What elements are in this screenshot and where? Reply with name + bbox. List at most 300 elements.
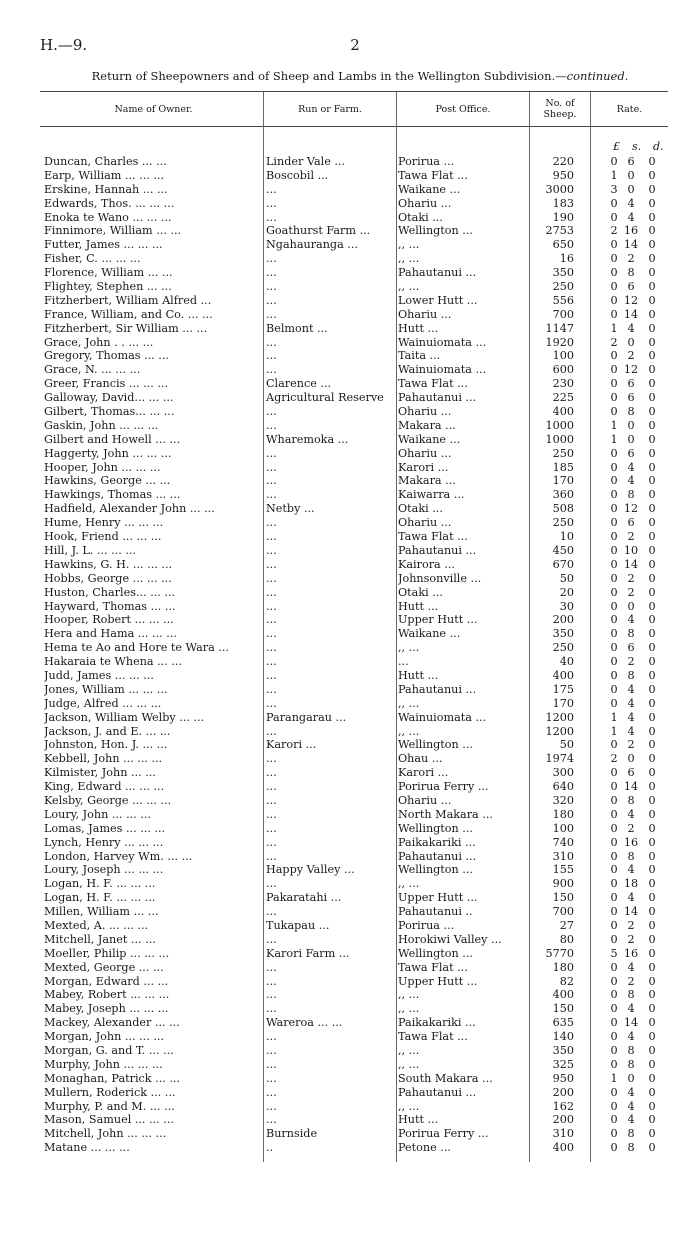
owner-name: King, Edward ... ... ... — [44, 780, 165, 794]
rate-pence: 0 — [648, 210, 656, 224]
rate-pence: 0 — [648, 224, 656, 238]
rate-shillings: 6 — [627, 641, 635, 655]
owner-name: Grace, N. ... ... ... — [44, 363, 141, 377]
post-office: Ohariu ... — [398, 516, 452, 530]
table-row — [0, 655, 700, 669]
post-office: Wainuiomata ... — [398, 710, 487, 724]
run-or-farm: ... — [266, 349, 277, 363]
rate-shillings: 2 — [627, 738, 635, 752]
rate-pounds: 0 — [610, 988, 618, 1002]
sheep-count: 27 — [559, 918, 574, 932]
owner-name: Gregory, Thomas ... ... — [44, 349, 169, 363]
post-office: Horokiwi Valley ... — [398, 932, 502, 946]
pence-unit: d. — [653, 140, 664, 153]
run-or-farm: ... — [266, 363, 277, 377]
owner-name: Futter, James ... ... ... — [44, 238, 163, 252]
sheep-count: 1200 — [545, 724, 574, 738]
owner-name: Enoka te Wano ... ... ... — [44, 210, 172, 224]
rate-pounds: 0 — [610, 307, 618, 321]
rate-shillings: 2 — [627, 530, 635, 544]
sheep-count: 400 — [552, 668, 574, 682]
post-office: Wellington ... — [398, 946, 473, 960]
rate-pounds: 0 — [610, 585, 618, 599]
run-or-farm: ... — [266, 682, 277, 696]
sheep-count: 640 — [552, 780, 574, 794]
run-or-farm: Wharemoka ... — [266, 432, 349, 446]
rate-pence: 0 — [648, 891, 656, 905]
post-office: Wellington ... — [398, 863, 473, 877]
sheep-count: 1147 — [545, 321, 574, 335]
post-office: Hutt ... — [398, 1113, 439, 1127]
run-or-farm: ... — [266, 516, 277, 530]
rate-shillings: 4 — [627, 724, 635, 738]
rate-pence: 0 — [648, 807, 656, 821]
post-office: Ohau ... — [398, 752, 443, 766]
rate-shillings: 4 — [627, 613, 635, 627]
rate-pence: 0 — [648, 641, 656, 655]
rate-pence: 0 — [648, 682, 656, 696]
post-office: Hutt ... — [398, 321, 439, 335]
rate-pence: 0 — [648, 877, 656, 891]
rate-pounds: 0 — [610, 1057, 618, 1071]
sheep-count: 80 — [559, 932, 574, 946]
owner-name: Judge, Alfred ... ... ... — [44, 696, 162, 710]
rate-pence: 0 — [648, 863, 656, 877]
post-office: Tawa Flat ... — [398, 377, 468, 391]
rate-shillings: 14 — [623, 905, 639, 919]
post-office: Upper Hutt ... — [398, 613, 478, 627]
rate-pounds: 0 — [610, 391, 618, 405]
rate-shillings: 12 — [623, 363, 639, 377]
sheep-count: 50 — [559, 738, 574, 752]
run-or-farm: ... — [266, 780, 277, 794]
rate-pence: 0 — [648, 543, 656, 557]
table-top-rule — [40, 91, 668, 92]
run-or-farm: ... — [266, 266, 277, 280]
rate-pence: 0 — [648, 266, 656, 280]
post-office: Ohariu ... — [398, 793, 452, 807]
sheep-count: 50 — [559, 571, 574, 585]
run-or-farm: ... — [266, 655, 277, 669]
rate-shillings: 2 — [627, 932, 635, 946]
rate-pence: 0 — [648, 1030, 656, 1044]
sheep-count: 670 — [552, 557, 574, 571]
rate-shillings: 4 — [627, 891, 635, 905]
sheep-count: 175 — [552, 682, 574, 696]
rate-pounds: 0 — [610, 238, 618, 252]
table-row — [0, 933, 700, 947]
owner-name: Matane ... ... ... — [44, 1141, 130, 1155]
rate-shillings: 18 — [623, 877, 639, 891]
rate-pounds: 0 — [610, 571, 618, 585]
table-row — [0, 919, 700, 933]
sheep-count: 170 — [552, 474, 574, 488]
rate-shillings: 4 — [627, 321, 635, 335]
caption-continued: continued. — [566, 69, 629, 83]
table-row — [0, 544, 700, 558]
post-office: ,, ... — [398, 641, 420, 655]
table-row — [0, 711, 700, 725]
rate-pence: 0 — [648, 1113, 656, 1127]
owner-name: Morgan, G. and T. ... ... — [44, 1044, 174, 1057]
sheep-count: 360 — [552, 488, 574, 502]
rate-shillings: 8 — [627, 988, 635, 1002]
rate-pence: 0 — [648, 738, 656, 752]
run-or-farm: ... — [266, 766, 277, 780]
rate-shillings: 12 — [623, 502, 639, 516]
table-row — [0, 224, 700, 238]
run-or-farm: ... — [266, 835, 277, 849]
rate-shillings: 6 — [627, 766, 635, 780]
rate-shillings: 0 — [627, 1071, 635, 1085]
run-or-farm: ... — [266, 585, 277, 599]
rate-shillings: 4 — [627, 960, 635, 974]
rate-pounds: 0 — [610, 655, 618, 669]
rate-shillings: 4 — [627, 1002, 635, 1016]
rate-pounds: 0 — [610, 1113, 618, 1127]
post-office: Tawa Flat ... — [398, 168, 468, 182]
rate-shillings: 0 — [627, 432, 635, 446]
sheep-count: 310 — [552, 1127, 574, 1141]
rate-pounds: 0 — [610, 1002, 618, 1016]
rate-pence: 0 — [648, 905, 656, 919]
run-or-farm: ... — [266, 696, 277, 710]
post-office: Taita ... — [398, 349, 441, 363]
rate-pounds: 0 — [610, 502, 618, 516]
post-office: Johnsonville ... — [398, 571, 482, 585]
owner-name: Mexted, A. ... ... ... — [44, 918, 149, 932]
rate-shillings: 2 — [627, 821, 635, 835]
sheep-count: 16 — [559, 252, 574, 266]
table-row — [0, 641, 700, 655]
run-or-farm: ... — [266, 335, 277, 349]
run-or-farm: ... — [266, 557, 277, 571]
run-or-farm: ... — [266, 988, 277, 1002]
rate-pounds: 0 — [610, 835, 618, 849]
rate-pence: 0 — [648, 585, 656, 599]
rate-pence: 0 — [648, 710, 656, 724]
table-row — [0, 947, 700, 961]
sheep-count: 2753 — [545, 224, 574, 238]
rate-pence: 0 — [648, 418, 656, 432]
table-row — [0, 322, 700, 336]
owner-name: Mexted, George ... ... — [44, 960, 164, 974]
sheep-count: 250 — [552, 446, 574, 460]
post-office: Karori ... — [398, 766, 449, 780]
rate-pence: 0 — [648, 1057, 656, 1071]
owner-name: Gaskin, John ... ... ... — [44, 418, 159, 432]
owner-name: Mabey, Joseph ... ... ... — [44, 1002, 169, 1016]
run-or-farm: Wareroa ... ... — [266, 1016, 343, 1030]
rate-shillings: 4 — [627, 696, 635, 710]
post-office: Upper Hutt ... — [398, 891, 478, 905]
rate-pence: 0 — [648, 613, 656, 627]
owner-name: Logan, H. F. ... ... ... — [44, 877, 156, 891]
rate-pounds: 1 — [610, 710, 618, 724]
table-row — [0, 211, 700, 225]
rate-pence: 0 — [648, 155, 656, 168]
rate-pence: 0 — [648, 780, 656, 794]
rate-pounds: 0 — [610, 155, 618, 168]
sheep-count: 1000 — [545, 418, 574, 432]
post-office: Waikane ... — [398, 627, 461, 641]
owner-name: Hill, J. L. ... ... ... — [44, 543, 136, 557]
run-or-farm: ... — [266, 932, 277, 946]
run-or-farm: ... — [266, 807, 277, 821]
sheep-count: 10 — [559, 530, 574, 544]
rate-shillings: 4 — [627, 710, 635, 724]
sheep-count: 200 — [552, 1085, 574, 1099]
sheep-count: 400 — [552, 405, 574, 419]
post-office: Otaki ... — [398, 585, 443, 599]
rate-pounds: 0 — [610, 488, 618, 502]
run-or-farm: Agricultural Reserve — [266, 391, 384, 405]
sheep-count: 300 — [552, 766, 574, 780]
run-or-farm: ... — [266, 280, 277, 294]
post-office: Waikane ... — [398, 182, 461, 196]
table-row — [0, 391, 700, 405]
rate-pence: 0 — [648, 377, 656, 391]
run-or-farm: ... — [266, 571, 277, 585]
rate-pounds: 2 — [610, 224, 618, 238]
post-office: Ohariu ... — [398, 307, 452, 321]
post-office: Pahautanui ... — [398, 682, 477, 696]
table-row — [0, 683, 700, 697]
post-office: Wellington ... — [398, 224, 473, 238]
rate-shillings: 4 — [627, 1113, 635, 1127]
run-or-farm: ... — [266, 418, 277, 432]
run-or-farm: ... — [266, 530, 277, 544]
rate-shillings: 6 — [627, 155, 635, 168]
rate-shillings: 4 — [627, 474, 635, 488]
rate-shillings: 8 — [627, 1127, 635, 1141]
owner-name: Jackson, J. and E. ... ... — [44, 724, 171, 738]
run-or-farm: Tukapau ... — [266, 918, 330, 932]
sheep-count: 220 — [552, 155, 574, 168]
rate-pence: 0 — [648, 932, 656, 946]
rate-shillings: 0 — [627, 335, 635, 349]
post-office: ... — [398, 655, 409, 669]
owner-name: Hume, Henry ... ... ... — [44, 516, 164, 530]
rate-pence: 0 — [648, 835, 656, 849]
sheep-count: 230 — [552, 377, 574, 391]
table-row — [0, 1072, 700, 1086]
rate-shillings: 8 — [627, 1141, 635, 1155]
owner-name: Moeller, Philip ... ... ... — [44, 946, 170, 960]
run-or-farm: Burnside — [266, 1127, 318, 1141]
rate-pounds: 0 — [610, 863, 618, 877]
rate-pence: 0 — [648, 724, 656, 738]
rate-shillings: 14 — [623, 1016, 639, 1030]
run-or-farm: Karori ... — [266, 738, 317, 752]
sheep-count: 600 — [552, 363, 574, 377]
sheep-count: 190 — [552, 210, 574, 224]
owner-name: Mullern, Roderick ... ... — [44, 1085, 176, 1099]
rate-shillings: 4 — [627, 863, 635, 877]
rate-pounds: 0 — [610, 196, 618, 210]
run-or-farm: ... — [266, 793, 277, 807]
table-caption — [20, 69, 700, 83]
post-office: Paikakariki ... — [398, 1016, 476, 1030]
post-office: Pahautanui ... — [398, 849, 477, 863]
rate-shillings: 0 — [627, 168, 635, 182]
rate-pence: 0 — [648, 307, 656, 321]
table-row — [0, 349, 700, 363]
rate-shillings: 16 — [623, 224, 639, 238]
owner-name: Flightey, Stephen ... ... — [44, 280, 172, 294]
rate-shillings: 0 — [627, 752, 635, 766]
rate-pounds: 0 — [610, 932, 618, 946]
rate-pence: 0 — [648, 1044, 656, 1057]
rate-shillings: 4 — [627, 460, 635, 474]
rate-shillings: 8 — [627, 627, 635, 641]
sheep-count: 250 — [552, 280, 574, 294]
rate-shillings: 14 — [623, 780, 639, 794]
rate-shillings: 0 — [627, 182, 635, 196]
rate-pounds: 0 — [610, 627, 618, 641]
owner-name: Hera and Hama ... ... ... — [44, 627, 177, 641]
sheep-count: 183 — [552, 196, 574, 210]
run-or-farm: ... — [266, 752, 277, 766]
post-office: Hutt ... — [398, 599, 439, 613]
rate-pence: 0 — [648, 766, 656, 780]
table-row — [0, 155, 700, 169]
post-office: Otaki ... — [398, 502, 443, 516]
rate-shillings: 2 — [627, 571, 635, 585]
rate-pounds: 0 — [610, 293, 618, 307]
rate-pence: 0 — [648, 405, 656, 419]
table-row — [0, 697, 700, 711]
run-or-farm: ... — [266, 1002, 277, 1016]
owner-name: Grace, John . . ... ... — [44, 335, 154, 349]
rate-shillings: 8 — [627, 1044, 635, 1057]
rate-pence: 0 — [648, 321, 656, 335]
rate-pounds: 0 — [610, 1085, 618, 1099]
rate-shillings: 14 — [623, 307, 639, 321]
table-row — [0, 169, 700, 183]
page-number: 2 — [350, 36, 360, 54]
sheep-count: 140 — [552, 1030, 574, 1044]
run-or-farm: Ngahauranga ... — [266, 238, 358, 252]
owner-name: Hawkins, G. H. ... ... ... — [44, 557, 173, 571]
post-office: Wellington ... — [398, 821, 473, 835]
rate-pounds: 1 — [610, 724, 618, 738]
owner-name: Earp, William ... ... ... — [44, 168, 165, 182]
owner-name: Greer, Francis ... ... ... — [44, 377, 169, 391]
owner-name: Edwards, Thos. ... ... ... — [44, 196, 175, 210]
run-or-farm: Karori Farm ... — [266, 946, 350, 960]
post-office: Ohariu ... — [398, 405, 452, 419]
rate-pounds: 1 — [610, 321, 618, 335]
rate-pence: 0 — [648, 821, 656, 835]
table-row — [0, 738, 700, 752]
run-or-farm: ... — [266, 446, 277, 460]
rate-pounds: 0 — [610, 766, 618, 780]
owner-name: Galloway, David... ... ... — [44, 391, 174, 405]
rate-pounds: 0 — [610, 557, 618, 571]
sheep-count: 180 — [552, 960, 574, 974]
rate-pence: 0 — [648, 571, 656, 585]
rate-pounds: 0 — [610, 974, 618, 988]
rate-pounds: 1 — [610, 432, 618, 446]
owner-name: Gilbert and Howell ... ... — [44, 432, 181, 446]
rate-pounds: 2 — [610, 335, 618, 349]
table-row — [0, 905, 700, 919]
owner-name: Loury, Joseph ... ... ... — [44, 863, 164, 877]
rate-shillings: 8 — [627, 1057, 635, 1071]
table-row — [0, 627, 700, 641]
rate-pounds: 0 — [610, 738, 618, 752]
run-or-farm: Clarence ... — [266, 377, 332, 391]
owner-name: Millen, William ... ... — [44, 905, 159, 919]
post-office: South Makara ... — [398, 1071, 493, 1085]
rate-pence: 0 — [648, 668, 656, 682]
owner-name: Johnston, Hon. J. ... ... — [44, 738, 168, 752]
table-row — [0, 252, 700, 266]
run-or-farm: ... — [266, 1071, 277, 1085]
column-header-name: Name of Owner. — [114, 103, 193, 115]
post-office: Tawa Flat ... — [398, 960, 468, 974]
post-office: Pahautanui .. — [398, 905, 473, 919]
sheep-count: 400 — [552, 1141, 574, 1155]
rate-pounds: 1 — [610, 1071, 618, 1085]
owner-name: Haggerty, John ... ... ... — [44, 446, 172, 460]
rate-shillings: 16 — [623, 835, 639, 849]
table-row — [0, 474, 700, 488]
table-row — [0, 572, 700, 586]
rate-pence: 0 — [648, 293, 656, 307]
owner-name: Huston, Charles... ... ... — [44, 585, 176, 599]
run-or-farm: ... — [266, 877, 277, 891]
sheep-count: 1000 — [545, 432, 574, 446]
owner-name: Lynch, Henry ... ... ... — [44, 835, 164, 849]
run-or-farm: ... — [266, 293, 277, 307]
table-row — [0, 280, 700, 294]
owner-name: Kebbell, John ... ... ... — [44, 752, 163, 766]
rate-pounds: 2 — [610, 752, 618, 766]
table-row — [0, 808, 700, 822]
owner-name: Morgan, Edward ... ... — [44, 974, 169, 988]
owner-name: Hadfield, Alexander John ... ... — [44, 502, 215, 516]
sheep-count: 700 — [552, 307, 574, 321]
rate-shillings: 2 — [627, 585, 635, 599]
rate-shillings: 8 — [627, 668, 635, 682]
run-or-farm: ... — [266, 307, 277, 321]
table-body — [0, 155, 700, 1155]
owner-name: Mitchell, Janet ... ... — [44, 932, 156, 946]
column-header-run: Run or Farm. — [298, 103, 362, 115]
caption-title: Return of Sheepowners and of Sheep and Lambs in the Wellington Subdivision.— — [91, 69, 567, 83]
table-row — [0, 794, 700, 808]
post-office: Makara ... — [398, 418, 456, 432]
rate-pence: 0 — [648, 432, 656, 446]
post-office: Petone ... — [398, 1141, 451, 1155]
rate-pence: 0 — [648, 946, 656, 960]
rate-pounds: 0 — [610, 349, 618, 363]
sheep-count: 200 — [552, 613, 574, 627]
rate-shillings: 6 — [627, 516, 635, 530]
rate-shillings: 4 — [627, 682, 635, 696]
table-row — [0, 975, 700, 989]
rate-pence: 0 — [648, 488, 656, 502]
rate-pounds: 0 — [610, 1141, 618, 1155]
rate-pounds: 0 — [610, 474, 618, 488]
rate-pence: 0 — [648, 1002, 656, 1016]
rate-pence: 0 — [648, 1016, 656, 1030]
run-or-farm: ... — [266, 1099, 277, 1113]
rate-pence: 0 — [648, 988, 656, 1002]
post-office: ,, ... — [398, 280, 420, 294]
